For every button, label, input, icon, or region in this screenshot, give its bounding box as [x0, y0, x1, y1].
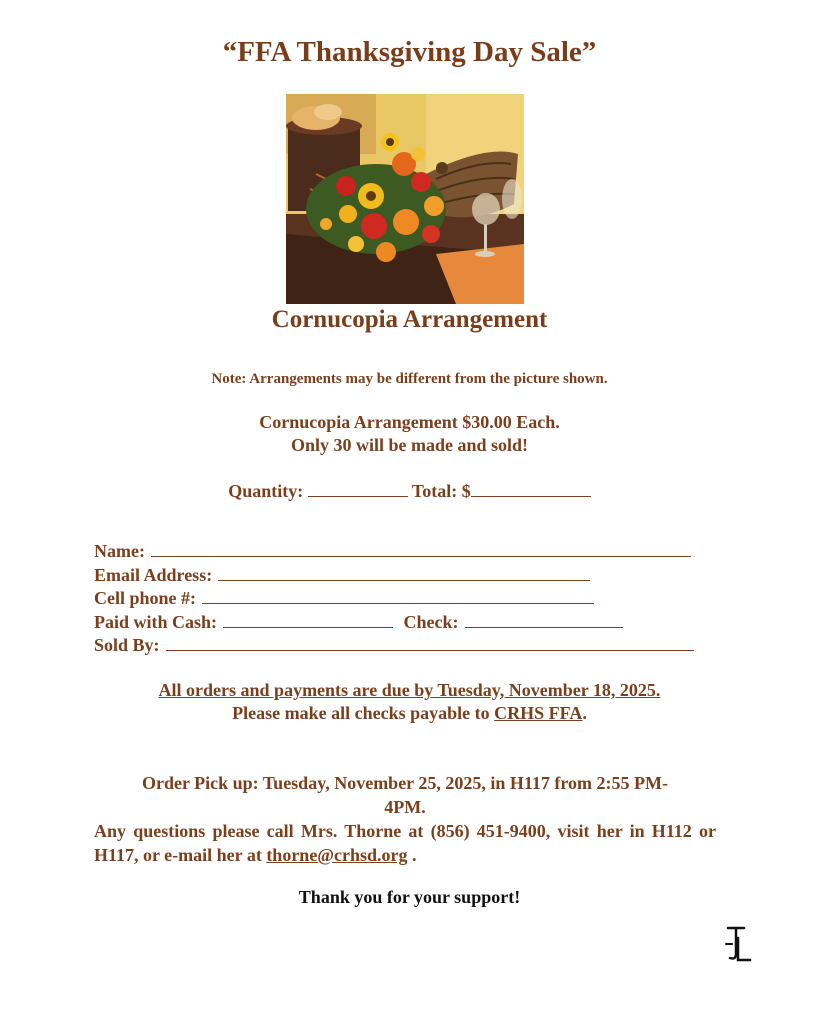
check-blank[interactable] — [465, 611, 623, 628]
price-block — [0, 411, 819, 457]
pickup-line-2: 4PM. — [384, 797, 426, 817]
thank-you-line: Thank you for your support! — [298, 887, 521, 907]
name-label: Name: — [94, 541, 145, 561]
total-blank[interactable] — [471, 480, 591, 497]
email-label: Email Address: — [94, 564, 213, 585]
phone-blank[interactable] — [202, 587, 594, 604]
flyer-title: “FFA Thanksgiving Day Sale” — [222, 36, 597, 68]
questions-text: Any questions please call Mrs. Thorne at (856) 451-9400, visit her in H112 or H117, or e-mail her at — [94, 821, 716, 865]
sold-by-blank[interactable] — [166, 634, 694, 651]
payment-row — [94, 611, 694, 635]
checks-payee: CRHS FFA — [494, 703, 583, 723]
quantity-blank[interactable] — [308, 480, 408, 497]
checks-line — [0, 702, 819, 725]
email-blank[interactable] — [218, 564, 590, 581]
pickup-block — [94, 771, 716, 867]
cash-blank[interactable] — [223, 611, 393, 628]
total-label: Total: $ — [411, 481, 471, 501]
checks-suffix: . — [582, 703, 587, 723]
deadline-block — [0, 679, 819, 725]
contact-email-link[interactable]: thorne@crhsd.org — [266, 845, 408, 865]
deadline-line: All orders and payments are due by Tuesday, November 18, 2025. — [158, 680, 661, 700]
signature-mark — [722, 924, 752, 964]
price-line: Cornucopia Arrangement $30.00 Each. — [259, 412, 560, 432]
quantity-label: Quantity: — [228, 481, 304, 501]
questions-paragraph — [94, 819, 716, 867]
cash-label: Paid with Cash: — [94, 611, 218, 632]
sold-by-row — [94, 634, 694, 658]
cornucopia-photo — [286, 94, 524, 304]
limit-line: Only 30 will be made and sold! — [290, 435, 529, 455]
pickup-line-1: Order Pick up: Tuesday, November 25, 2025, in H117 from 2:55 PM- — [141, 773, 668, 793]
product-heading: Cornucopia Arrangement — [271, 306, 548, 333]
questions-suffix: . — [407, 845, 417, 865]
sold-by-label: Sold By: — [94, 635, 160, 655]
name-row — [94, 540, 694, 564]
order-line — [0, 480, 819, 502]
disclaimer-note: Note: Arrangements may be different from the picture shown. — [211, 371, 608, 387]
phone-label: Cell phone #: — [94, 588, 197, 608]
phone-row — [94, 587, 694, 611]
check-label: Check: — [403, 611, 459, 632]
name-blank[interactable] — [151, 540, 691, 557]
buyer-form — [94, 540, 694, 658]
email-row — [94, 564, 694, 588]
checks-prefix: Please make all checks payable to — [232, 703, 495, 723]
